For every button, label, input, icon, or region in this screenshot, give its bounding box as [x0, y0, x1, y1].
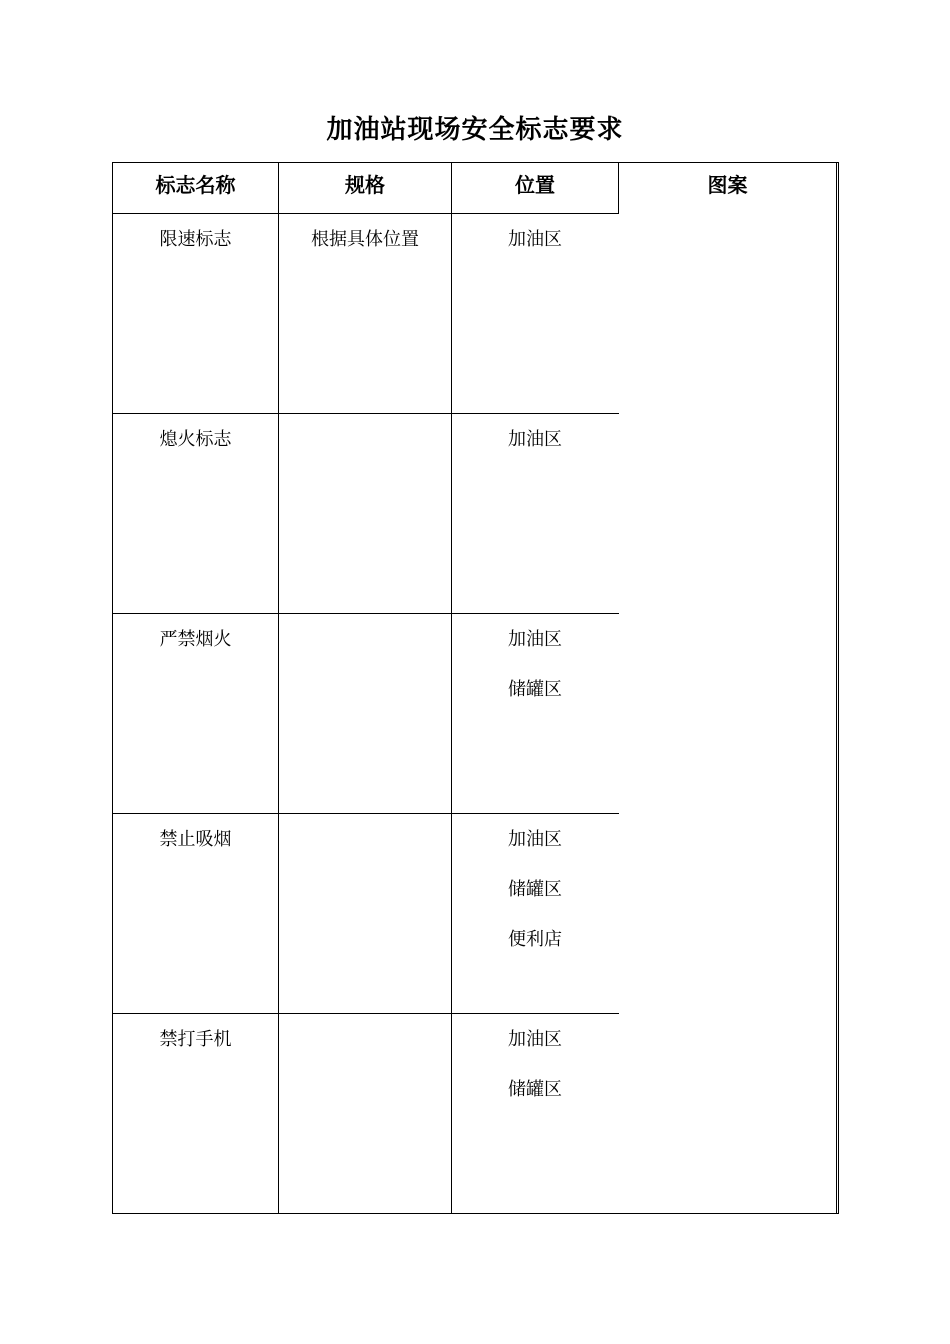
table-row-spec — [279, 1014, 451, 1065]
sign-spec: 根据具体位置 — [311, 229, 419, 250]
page-title: 加油站现场安全标志要求 — [326, 115, 624, 145]
sign-name: 限速标志 — [159, 229, 232, 250]
table-border-right — [836, 162, 837, 1214]
table-row-location — [452, 214, 618, 265]
sign-location: 储罐区 — [508, 879, 562, 900]
table-row — [113, 214, 278, 265]
sign-name: 严禁烟火 — [159, 629, 232, 650]
sign-spec — [279, 815, 451, 865]
sign-name: 禁止吸烟 — [159, 829, 232, 850]
sign-location: 便利店 — [508, 929, 562, 950]
sign-name: 禁打手机 — [159, 1029, 232, 1050]
table-row — [113, 814, 278, 865]
table-row-spec — [279, 814, 451, 865]
header-spec: 规格 — [345, 173, 385, 197]
sign-location: 加油区 — [508, 829, 562, 850]
table-row-location — [452, 414, 618, 465]
table-row-location — [452, 1014, 618, 1115]
sign-spec — [279, 615, 451, 665]
sign-spec — [279, 1015, 451, 1065]
header-location: 位置 — [515, 173, 555, 197]
table-row — [113, 614, 278, 665]
table-row-location — [452, 814, 618, 965]
header-pattern: 图案 — [707, 173, 748, 197]
table-row-spec — [279, 414, 451, 465]
table-row-spec — [279, 214, 451, 265]
sign-location: 加油区 — [508, 229, 562, 250]
sign-location: 加油区 — [508, 429, 562, 450]
table-row-spec — [279, 614, 451, 665]
sign-location: 储罐区 — [508, 679, 562, 700]
safety-sign-table — [112, 162, 838, 1214]
sign-location: 加油区 — [508, 629, 562, 650]
sign-location: 储罐区 — [508, 1079, 562, 1100]
table-row — [113, 414, 278, 465]
header-name: 标志名称 — [155, 173, 236, 197]
sign-name: 熄火标志 — [159, 429, 232, 450]
table-row — [113, 1014, 278, 1065]
sign-location: 加油区 — [508, 1029, 562, 1050]
table-border-right-outer — [838, 162, 839, 1214]
sign-spec — [279, 415, 451, 465]
table-border-bottom — [112, 1213, 838, 1214]
table-row-location — [452, 614, 618, 715]
